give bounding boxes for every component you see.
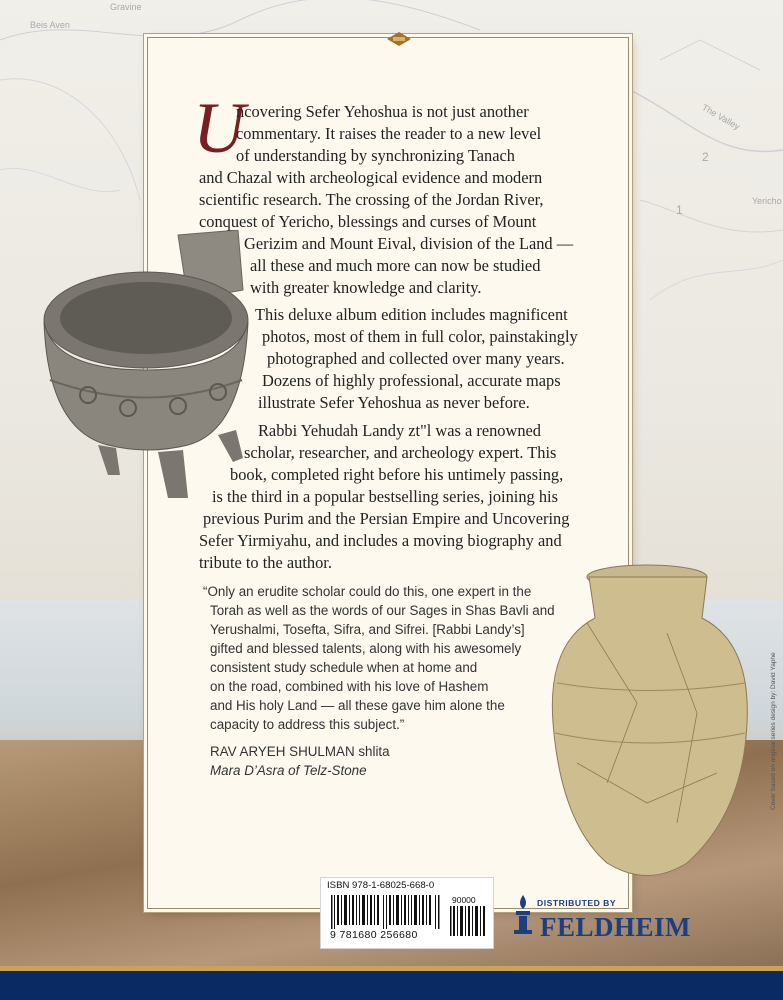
map-label: Beis Aven — [30, 20, 70, 30]
distributed-by-label: DISTRIBUTED BY — [537, 898, 617, 908]
text-line: and Chazal with archeological evidence and modern — [199, 168, 543, 187]
text-line: with greater knowledge and clarity. — [250, 278, 482, 297]
map-label: Yericho — [752, 196, 782, 206]
text-line: all these and much more can now be studied — [250, 256, 541, 275]
attribution-title: Mara D’Asra of Telz-Stone — [210, 763, 367, 778]
barcode — [331, 895, 443, 929]
text-line: Dozens of highly professional, accurate maps — [262, 371, 561, 390]
map-label: 1 — [676, 203, 683, 217]
isbn-text: ISBN 978-1-68025-668-0 — [327, 880, 435, 891]
quote-line: “Only an erudite scholar could do this, one expert in the — [203, 584, 532, 599]
price-code: 90000 — [452, 895, 476, 905]
map-label: The Valley — [700, 102, 742, 132]
quote-line: and His holy Land — all these gave him alone the — [210, 698, 505, 713]
text-line: This deluxe album edition includes magnificent — [255, 305, 568, 324]
text-line: scholar, researcher, and archeology expert. This — [244, 443, 557, 462]
text-line: conquest of Yericho, blessings and curses of Mount — [199, 212, 537, 231]
feldheim-logo-text: FELDHEIM — [540, 912, 692, 942]
drop-cap: U — [193, 88, 245, 168]
text-line: tribute to the author. — [199, 553, 332, 572]
text-line: is the third in a popular bestselling series, joining his — [212, 487, 558, 506]
bottom-band — [0, 966, 783, 1000]
feldheim-lamp-icon — [512, 895, 534, 935]
quote-line: gifted and blessed talents, along with his awesomely — [210, 641, 522, 656]
barcode-number: 9 781680 256680 — [330, 929, 418, 941]
quote-line: consistent study schedule when at home and — [210, 660, 478, 675]
top-ornament — [387, 32, 411, 46]
text-line: previous Purim and the Persian Empire and Uncovering — [203, 509, 570, 528]
text-line: photographed and collected over many years. — [267, 349, 565, 368]
text-line: scientific research. The crossing of the Jordan River, — [199, 190, 544, 209]
text-line: Sefer Yirmiyahu, and includes a moving biography and — [199, 531, 562, 550]
map-label: 2 — [702, 150, 709, 164]
clay-jar-image — [547, 563, 753, 881]
quote-line: capacity to address this subject.” — [210, 717, 405, 732]
text-line: ncovering Sefer Yehoshua is not just another — [236, 102, 529, 121]
text-line: illustrate Sefer Yehoshua as never before. — [258, 393, 530, 412]
cover-credit: Cover based on original series design by: David Yaphe — [770, 652, 777, 810]
attribution-name: RAV ARYEH SHULMAN shlita — [210, 744, 390, 759]
map-label: Gravine — [110, 2, 142, 12]
stone-bowl-image — [38, 230, 260, 505]
quote-line: on the road, combined with his love of Hashem — [210, 679, 489, 694]
price-barcode — [450, 906, 486, 936]
text-line: book, completed right before his untimely passing, — [230, 465, 564, 484]
text-line: photos, most of them in full color, painstakingly — [262, 327, 578, 346]
text-line: of understanding by synchronizing Tanach — [236, 146, 515, 165]
text-line: commentary. It raises the reader to a new level — [236, 124, 542, 143]
text-line: Gerizim and Mount Eival, division of the Land — — [244, 234, 574, 253]
quote-line: Yerushalmi, Tosefta, Sifra, and Sifrei. [Rabbi Landy’s] — [210, 622, 525, 637]
quote-line: Torah as well as the words of our Sages in Shas Bavli and — [210, 603, 555, 618]
text-line: Rabbi Yehudah Landy zt"l was a renowned — [258, 421, 541, 440]
